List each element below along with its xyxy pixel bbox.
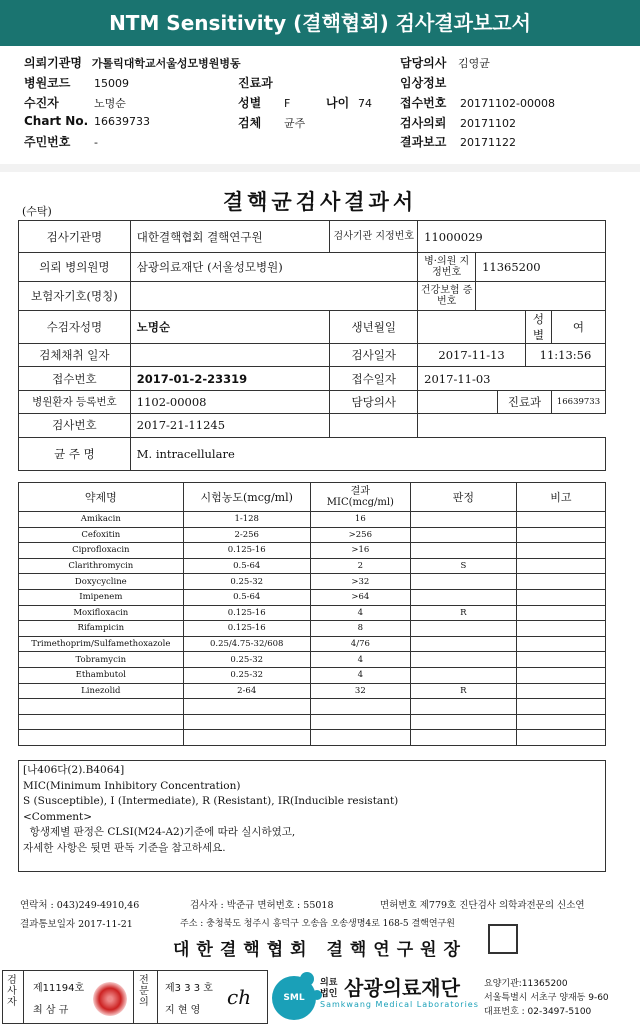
drug-conc-cell: 0.25/4.75-32/608 bbox=[183, 636, 310, 652]
footer-address: 주소 : 충청북도 청주시 흥덕구 오송읍 오송생명4로 168-5 결핵연구원 bbox=[180, 919, 455, 929]
drug-conc-cell bbox=[183, 730, 310, 746]
drug-row bbox=[19, 699, 606, 715]
sex-value: 여 bbox=[551, 311, 605, 344]
drug-note-cell bbox=[516, 667, 605, 683]
drug-mic-cell: >256 bbox=[310, 527, 410, 543]
comment-line: S (Susceptible), I (Intermediate), R (Resistant), IR(Inducible resistant) bbox=[23, 795, 399, 807]
drug-judge-cell bbox=[410, 589, 516, 605]
section-divider bbox=[0, 164, 640, 172]
drug-row bbox=[19, 543, 606, 559]
drug-row bbox=[19, 605, 606, 621]
insurer-value bbox=[130, 282, 417, 311]
drug-judge-cell bbox=[410, 636, 516, 652]
doc-tag: (수탁) bbox=[22, 205, 52, 218]
footer-examiner: 검사자 : 박준규 면허번호 : 55018 bbox=[190, 900, 334, 911]
note-header: 비고 bbox=[516, 483, 605, 512]
doctor-label: 담당의사 bbox=[330, 390, 418, 413]
drug-judge-cell: S bbox=[410, 558, 516, 574]
signoff-box bbox=[2, 970, 268, 1024]
comment-line: MIC(Minimum Inhibitory Concentration) bbox=[23, 779, 241, 792]
name-label: 수검자성명 bbox=[19, 311, 131, 344]
drug-row bbox=[19, 652, 606, 668]
drug-row bbox=[19, 714, 606, 730]
examiner-license-no: 제11194호 bbox=[33, 983, 85, 994]
drug-conc-cell: 1-128 bbox=[183, 512, 310, 528]
chart-row: Chart No. 16639733 bbox=[24, 114, 150, 128]
drug-conc-cell: 0.125-16 bbox=[183, 543, 310, 559]
drug-row bbox=[19, 589, 606, 605]
drug-judge-cell bbox=[410, 652, 516, 668]
footer-report-date: 결과통보일자 2017-11-21 bbox=[20, 919, 133, 930]
drug-mic-cell: 4 bbox=[310, 652, 410, 668]
company-name-en: Samkwang Medical Laboratories bbox=[320, 1000, 479, 1009]
receipt-row: 접수번호 20171102-00008 bbox=[400, 96, 555, 110]
birth-value bbox=[418, 311, 526, 344]
exam-code-value: 11000029 bbox=[418, 221, 606, 253]
footer-license: 면허번호 제779호 진단검사 의학과전문의 신소연 bbox=[380, 900, 585, 911]
sign-divider bbox=[157, 971, 158, 1023]
drug-name-cell bbox=[19, 730, 184, 746]
ssn-row: 주민번호 - bbox=[24, 135, 98, 149]
drug-conc-cell: 0.25-32 bbox=[183, 667, 310, 683]
report-date-row: 결과보고 20171122 bbox=[400, 135, 516, 149]
drug-judge-cell: R bbox=[410, 683, 516, 699]
company-address: 서울특별시 서초구 양재동 9-60 bbox=[484, 993, 609, 1003]
report-title: NTM Sensitivity (결핵협회) 검사결과보고서 bbox=[0, 0, 640, 46]
exam-org-value: 대한결핵협회 결핵연구원 bbox=[130, 221, 330, 253]
drug-name-cell: Clarithromycin bbox=[19, 558, 184, 574]
drug-name-cell: Ciprofloxacin bbox=[19, 543, 184, 559]
drug-judge-cell: R bbox=[410, 605, 516, 621]
drug-row bbox=[19, 667, 606, 683]
exam-no-blank-1 bbox=[330, 414, 418, 437]
drug-name-cell: Linezolid bbox=[19, 683, 184, 699]
drug-note-cell bbox=[516, 543, 605, 559]
drug-name-cell: Doxycycline bbox=[19, 574, 184, 590]
footer-contact: 연락처 : 043)249-4910,46 bbox=[20, 900, 140, 911]
comment-line: [나406다(2).B4064] bbox=[23, 764, 125, 776]
drug-judge-cell bbox=[410, 714, 516, 730]
birth-label: 생년월일 bbox=[330, 311, 418, 344]
dept-value: 16639733 bbox=[551, 390, 605, 413]
drug-row bbox=[19, 527, 606, 543]
institution-row: 의뢰기관명 가톨릭대학교서울성모병원병동 bbox=[24, 56, 241, 70]
drug-conc-cell: 0.5-64 bbox=[183, 558, 310, 574]
drug-row bbox=[19, 621, 606, 637]
drug-note-cell bbox=[516, 699, 605, 715]
sign-divider bbox=[23, 971, 24, 1023]
examiner-seal bbox=[93, 982, 127, 1016]
reg-value: 1102-00008 bbox=[130, 390, 330, 413]
req-org-label: 의뢰 병의원명 bbox=[19, 253, 131, 282]
drug-conc-cell: 0.125-16 bbox=[183, 621, 310, 637]
drug-conc-cell: 0.5-64 bbox=[183, 589, 310, 605]
health-label: 건강보험 증번호 bbox=[418, 282, 476, 311]
specialist-license-no: 제3 3 3 호 bbox=[165, 983, 213, 994]
strain-label: 균 주 명 bbox=[19, 437, 131, 470]
exam-no-label: 검사번호 bbox=[19, 414, 131, 437]
drug-conc-cell: 2-256 bbox=[183, 527, 310, 543]
corp-label-2: 법인 bbox=[320, 989, 338, 999]
req-org-value: 삼광의료재단 (서울성모병원) bbox=[130, 253, 417, 282]
sex-label: 성별 bbox=[525, 311, 551, 344]
drug-note-cell bbox=[516, 621, 605, 637]
company-logo: SML bbox=[272, 976, 316, 1020]
footer-org: 대한결핵협회 결핵연구원장 bbox=[173, 940, 467, 960]
info-table bbox=[18, 220, 606, 471]
receipt-date-value: 2017-11-03 bbox=[418, 367, 606, 390]
conc-header: 시험농도(mcg/ml) bbox=[183, 483, 310, 512]
mic-header-text: MIC(mcg/ml) bbox=[326, 497, 394, 508]
drug-mic-cell: 4 bbox=[310, 667, 410, 683]
drug-conc-cell bbox=[183, 714, 310, 730]
insurer-label: 보험자기호(명칭) bbox=[19, 282, 131, 311]
drug-note-cell bbox=[516, 714, 605, 730]
drug-mic-cell: >16 bbox=[310, 543, 410, 559]
collect-value bbox=[130, 344, 330, 367]
req-code-value: 11365200 bbox=[476, 253, 606, 282]
receipt-value: 2017-01-2-23319 bbox=[130, 367, 330, 390]
dept-label: 진료과 bbox=[498, 390, 552, 413]
drug-mic-cell bbox=[310, 714, 410, 730]
examiner-name: 최 삼 규 bbox=[33, 1005, 69, 1016]
drug-name-cell: Ethambutol bbox=[19, 667, 184, 683]
drug-name-cell: Imipenem bbox=[19, 589, 184, 605]
result-header-text: 결과 bbox=[350, 486, 370, 497]
drug-mic-cell: 32 bbox=[310, 683, 410, 699]
corp-label-1: 의료 bbox=[320, 978, 338, 988]
drug-mic-cell: 16 bbox=[310, 512, 410, 528]
mic-header bbox=[310, 483, 410, 512]
doc-title: 결핵균검사결과서 bbox=[222, 189, 418, 214]
drug-note-cell bbox=[516, 512, 605, 528]
drug-conc-cell: 0.25-32 bbox=[183, 652, 310, 668]
comment-line: 자세한 사항은 뒷면 판독 기준을 참고하세요. bbox=[23, 841, 226, 854]
drug-row bbox=[19, 636, 606, 652]
comment-box bbox=[18, 760, 606, 872]
drug-note-cell bbox=[516, 589, 605, 605]
req-code-label: 병·의원 지정번호 bbox=[418, 253, 476, 282]
sign-divider bbox=[133, 971, 134, 1023]
drug-row bbox=[19, 512, 606, 528]
exam-no-value: 2017-21-11245 bbox=[130, 414, 330, 437]
drug-judge-cell bbox=[410, 699, 516, 715]
company-phone: 대표번호 : 02-3497-5100 bbox=[484, 1007, 592, 1017]
drug-row bbox=[19, 683, 606, 699]
request-row: 검사의뢰 20171102 bbox=[400, 116, 516, 130]
hospital-code-row: 병원코드 15009 bbox=[24, 76, 129, 90]
drug-mic-cell: 4 bbox=[310, 605, 410, 621]
drug-mic-cell: 8 bbox=[310, 621, 410, 637]
drug-judge-cell bbox=[410, 621, 516, 637]
exam-no-blank-2 bbox=[418, 414, 606, 437]
drug-judge-cell bbox=[410, 527, 516, 543]
drug-name-cell: Tobramycin bbox=[19, 652, 184, 668]
health-value bbox=[476, 282, 606, 311]
dept-row: 진료과 bbox=[238, 76, 273, 90]
strain-value: M. intracellulare bbox=[130, 437, 605, 470]
drug-note-cell bbox=[516, 605, 605, 621]
drug-table bbox=[18, 482, 606, 746]
sex-row: 성별 F bbox=[238, 96, 291, 110]
drug-judge-cell bbox=[410, 512, 516, 528]
company-code: 요양기관:11365200 bbox=[484, 979, 568, 989]
drug-mic-cell: 4/76 bbox=[310, 636, 410, 652]
drug-conc-cell: 2-64 bbox=[183, 683, 310, 699]
drug-note-cell bbox=[516, 730, 605, 746]
judge-header: 판정 bbox=[410, 483, 516, 512]
comment-line: 항생제별 판정은 CLSI(M24-A2)기준에 따라 실시하였고, bbox=[23, 826, 296, 838]
specialist-signature: ch bbox=[227, 985, 252, 1009]
drug-name-cell: Rifampicin bbox=[19, 621, 184, 637]
drug-judge-cell bbox=[410, 574, 516, 590]
examiner-vertical-label: 검사자 bbox=[7, 975, 17, 1008]
drug-mic-cell bbox=[310, 699, 410, 715]
drug-name-cell: Moxifloxacin bbox=[19, 605, 184, 621]
company-name: 삼광의료재단 bbox=[344, 976, 460, 1000]
doctor-value bbox=[418, 390, 498, 413]
reg-label: 병원환자 등록번호 bbox=[19, 390, 131, 413]
exam-time-value: 11:13:56 bbox=[525, 344, 605, 367]
drug-note-cell bbox=[516, 574, 605, 590]
specialist-vertical-label: 전문의 bbox=[139, 975, 149, 1008]
drug-name-cell: Cefoxitin bbox=[19, 527, 184, 543]
drug-conc-cell bbox=[183, 699, 310, 715]
drug-mic-cell bbox=[310, 730, 410, 746]
age-row: 나이 74 bbox=[326, 96, 372, 110]
exam-date-value: 2017-11-13 bbox=[418, 344, 526, 367]
drug-mic-cell: 2 bbox=[310, 558, 410, 574]
drug-judge-cell bbox=[410, 730, 516, 746]
drug-mic-cell: >64 bbox=[310, 589, 410, 605]
drug-judge-cell bbox=[410, 667, 516, 683]
drug-judge-cell bbox=[410, 543, 516, 559]
drug-note-cell bbox=[516, 558, 605, 574]
corp-label bbox=[320, 978, 337, 1000]
drug-note-cell bbox=[516, 636, 605, 652]
drug-name-cell bbox=[19, 714, 184, 730]
exam-date-label: 검사일자 bbox=[330, 344, 418, 367]
drug-row bbox=[19, 558, 606, 574]
drug-note-cell bbox=[516, 652, 605, 668]
drug-conc-cell: 0.25-32 bbox=[183, 574, 310, 590]
drug-conc-cell: 0.125-16 bbox=[183, 605, 310, 621]
drug-note-cell bbox=[516, 527, 605, 543]
patient-row: 수진자 노명순 bbox=[24, 96, 126, 110]
drug-rows bbox=[19, 512, 606, 746]
comment-line: <Comment> bbox=[23, 810, 93, 823]
name-value: 노명순 bbox=[130, 311, 330, 344]
drug-header: 약제명 bbox=[19, 483, 184, 512]
drug-row bbox=[19, 730, 606, 746]
drug-name-cell bbox=[19, 699, 184, 715]
clinical-row: 임상정보 bbox=[400, 76, 447, 90]
collect-label: 검체채취 일자 bbox=[19, 344, 131, 367]
receipt-date-label: 접수일자 bbox=[330, 367, 418, 390]
drug-row bbox=[19, 574, 606, 590]
receipt-label: 접수번호 bbox=[19, 367, 131, 390]
drug-name-cell: Amikacin bbox=[19, 512, 184, 528]
drug-note-cell bbox=[516, 683, 605, 699]
drug-name-cell: Trimethoprim/Sulfamethoxazole bbox=[19, 636, 184, 652]
specimen-row: 검체 균주 bbox=[238, 116, 306, 130]
exam-org-label: 검사기관명 bbox=[19, 221, 131, 253]
specialist-name: 지 현 영 bbox=[165, 1005, 201, 1016]
doctor-row: 담당의사 김영균 bbox=[400, 56, 490, 70]
exam-code-label: 검사기관 지정번호 bbox=[330, 221, 418, 253]
drug-mic-cell: >32 bbox=[310, 574, 410, 590]
